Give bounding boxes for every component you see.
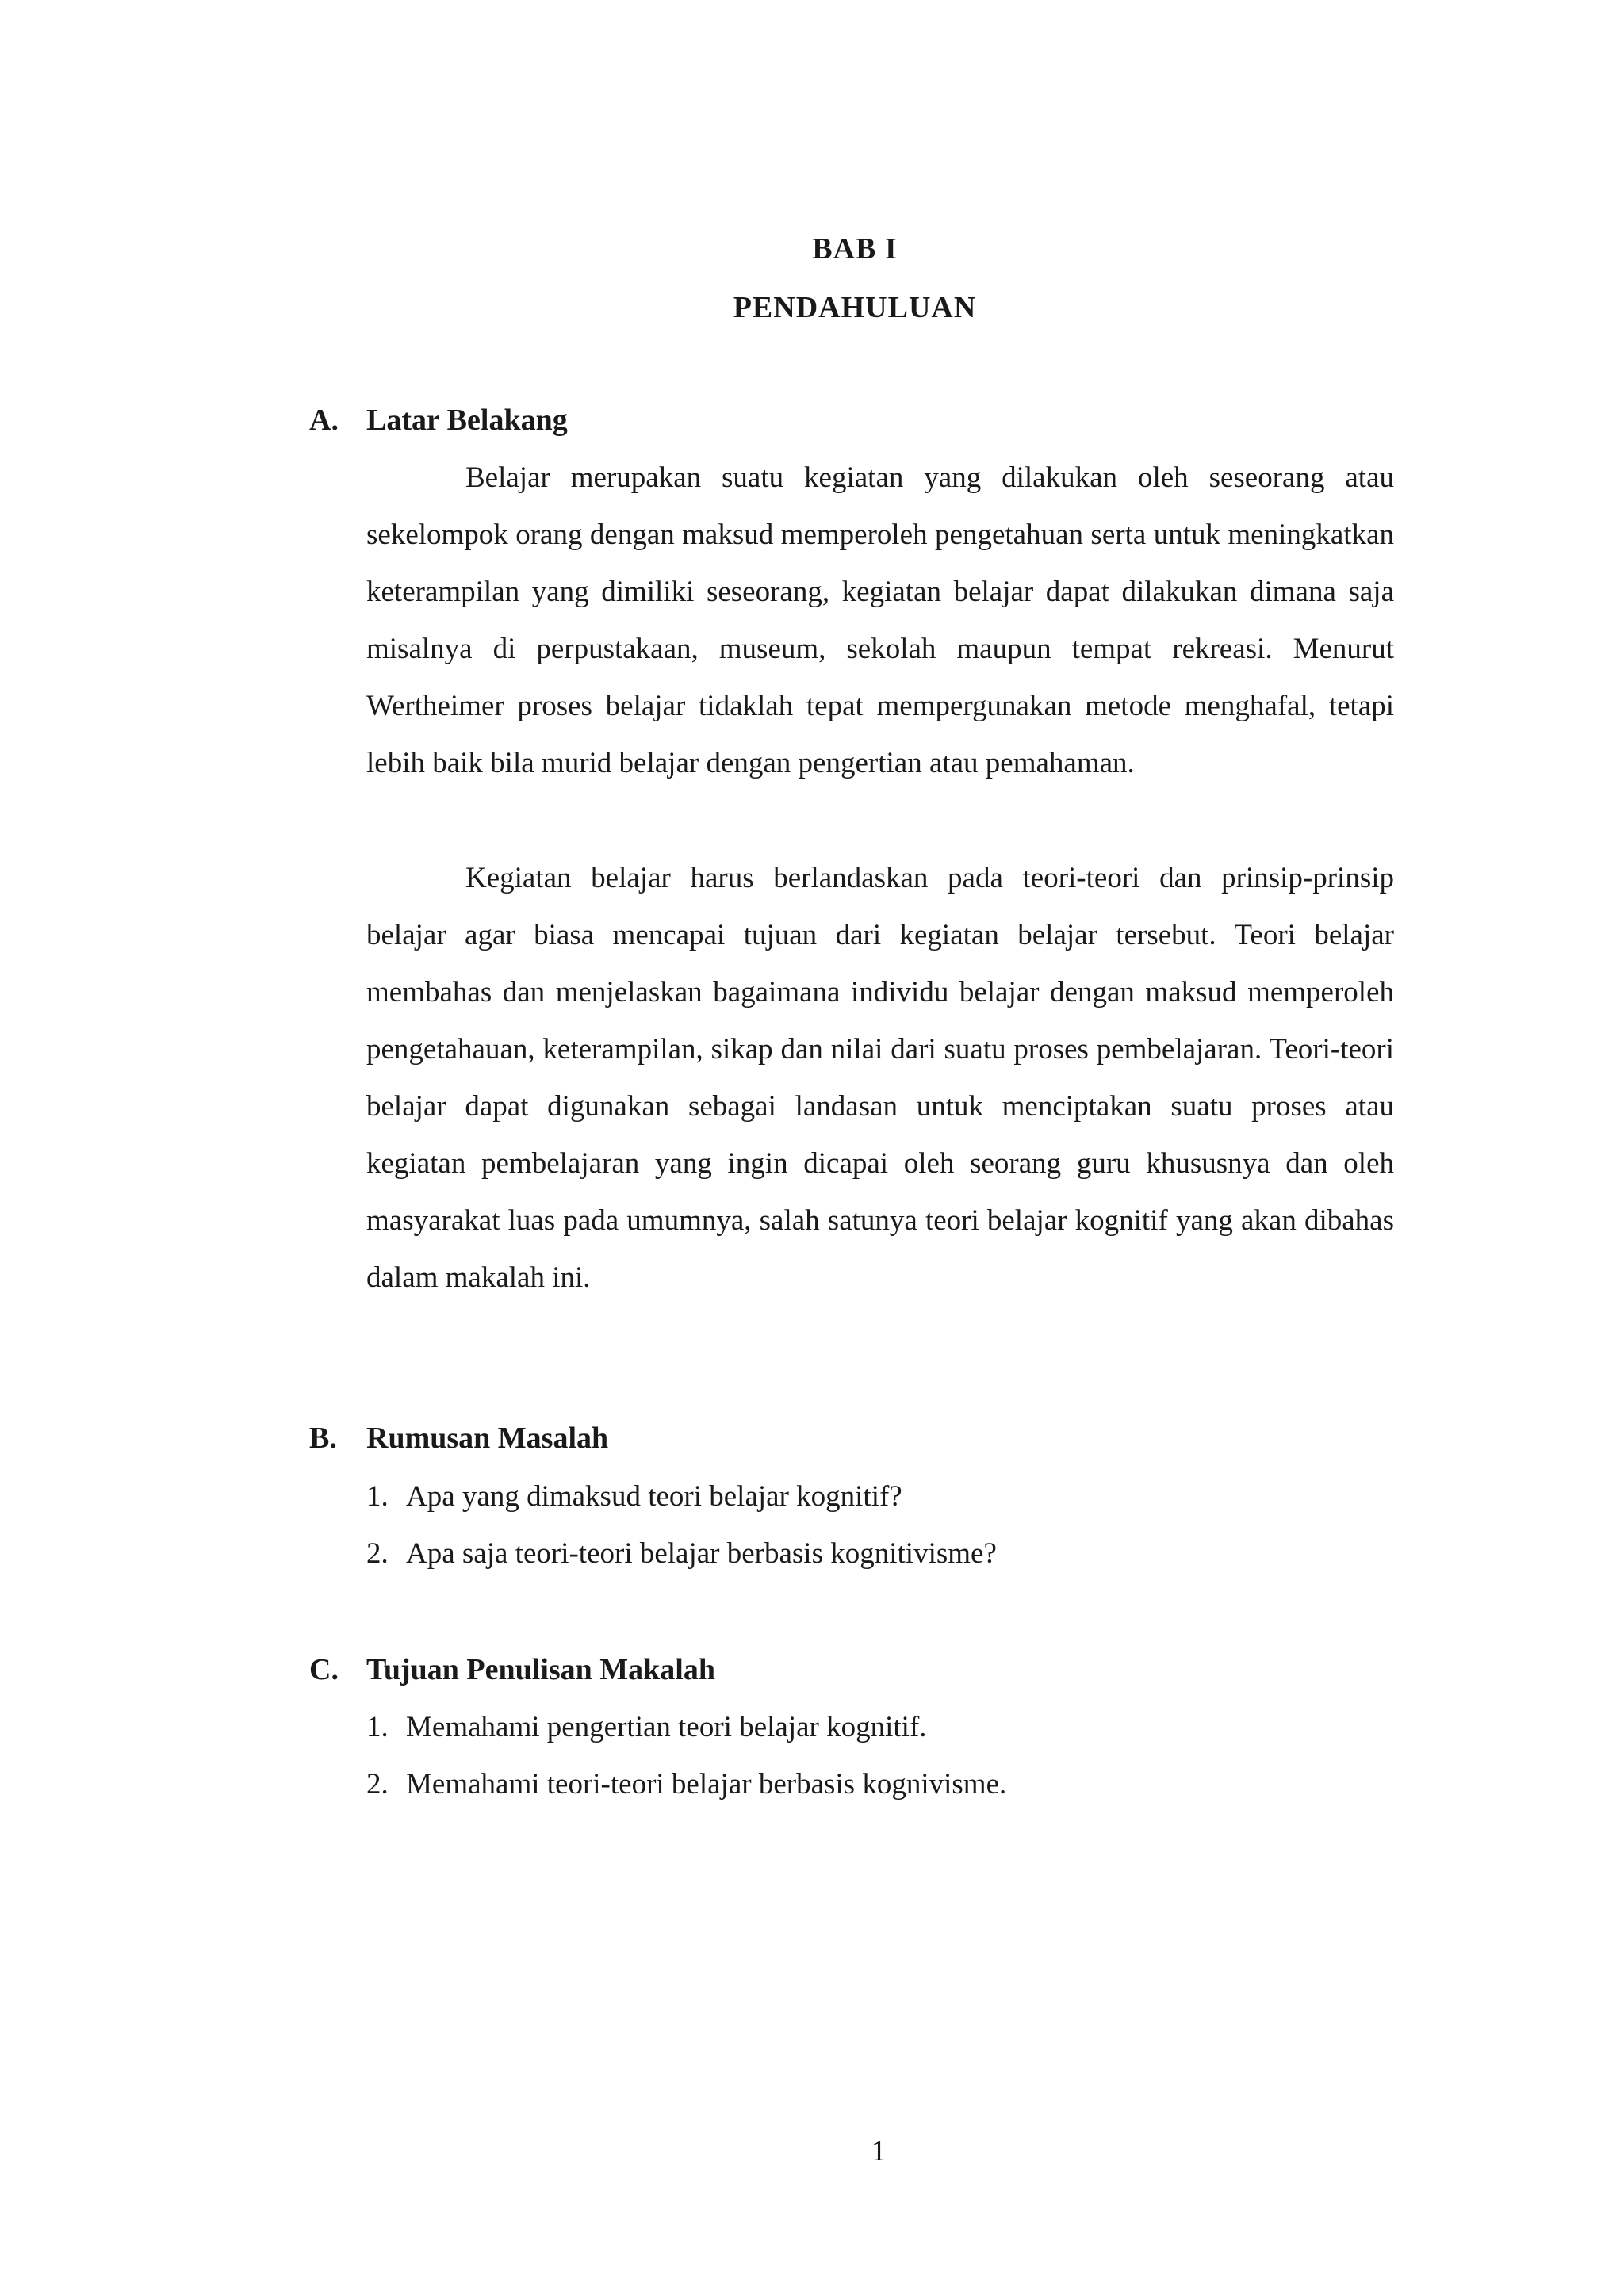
section-heading-rumusan-masalah xyxy=(309,1419,608,1457)
paragraph: Kegiatan belajar harus berlandaskan pada teori-teori dan prinsip-prinsip belajar agar biasa mencapai tujuan dari kegiatan belajar tersebut. Teori belajar membahas dan menjelaskan bagaimana individu belajar dengan maksud memperoleh pengetahauan, keterampilan, sikap dan nilai dari suatu proses pembelajaran. Teori-teori belajar dapat digunakan sebagai landasan untuk menciptakan suatu proses atau kegiatan pembelajaran yang ingin dicapai oleh seorang guru khususnya dan oleh masyarakat luas pada umumnya, salah satunya teori belajar kognitif yang akan dibahas dalam makalah ini. xyxy=(366,862,1394,1294)
list-number: 1. xyxy=(366,1480,389,1513)
list-item-text: Memahami pengertian teori belajar kognitif. xyxy=(406,1711,927,1743)
section-letter: A. xyxy=(309,404,339,437)
list-item-text: Apa saja teori-teori belajar berbasis kognitivisme? xyxy=(406,1537,997,1570)
tujuan-penulisan-list xyxy=(366,1699,1394,1813)
section-letter: B. xyxy=(309,1422,337,1455)
paragraph: Belajar merupakan suatu kegiatan yang dilakukan oleh seseorang atau sekelompok orang dengan maksud memperoleh pengetahuan serta untuk meningkatkan keterampilan yang dimiliki seseorang, kegiatan belajar dapat dilakukan dimana saja misalnya di perpustakaan, museum, sekolah maupun tempat rekreasi. Menurut Wertheimer proses belajar tidaklah tepat mempergunakan metode menghafal, tetapi lebih baik bila murid belajar dengan pengertian atau pemahaman. xyxy=(366,461,1394,779)
page-number: 1 xyxy=(871,2135,887,2168)
rumusan-masalah-list xyxy=(366,1468,1394,1582)
list-number: 2. xyxy=(366,1768,389,1800)
list-item-text: Apa yang dimaksud teori belajar kognitif? xyxy=(406,1480,902,1513)
section-title: Rumusan Masalah xyxy=(366,1422,609,1455)
list-item-text: Memahami teori-teori belajar berbasis kognivisme. xyxy=(406,1768,1007,1800)
list-item xyxy=(366,1699,1394,1756)
section-title: Latar Belakang xyxy=(366,404,568,437)
list-item xyxy=(366,1525,1394,1582)
section-title: Tujuan Penulisan Makalah xyxy=(366,1653,715,1686)
chapter-number: BAB I xyxy=(812,232,898,266)
chapter-title: PENDAHULUAN xyxy=(733,291,977,324)
list-number: 2. xyxy=(366,1537,389,1570)
section-letter: C. xyxy=(309,1653,339,1686)
section-heading-latar-belakang xyxy=(309,401,568,439)
list-item xyxy=(366,1468,1394,1525)
list-number: 1. xyxy=(366,1711,389,1743)
list-item xyxy=(366,1756,1394,1813)
section-heading-tujuan-penulisan xyxy=(309,1651,715,1689)
